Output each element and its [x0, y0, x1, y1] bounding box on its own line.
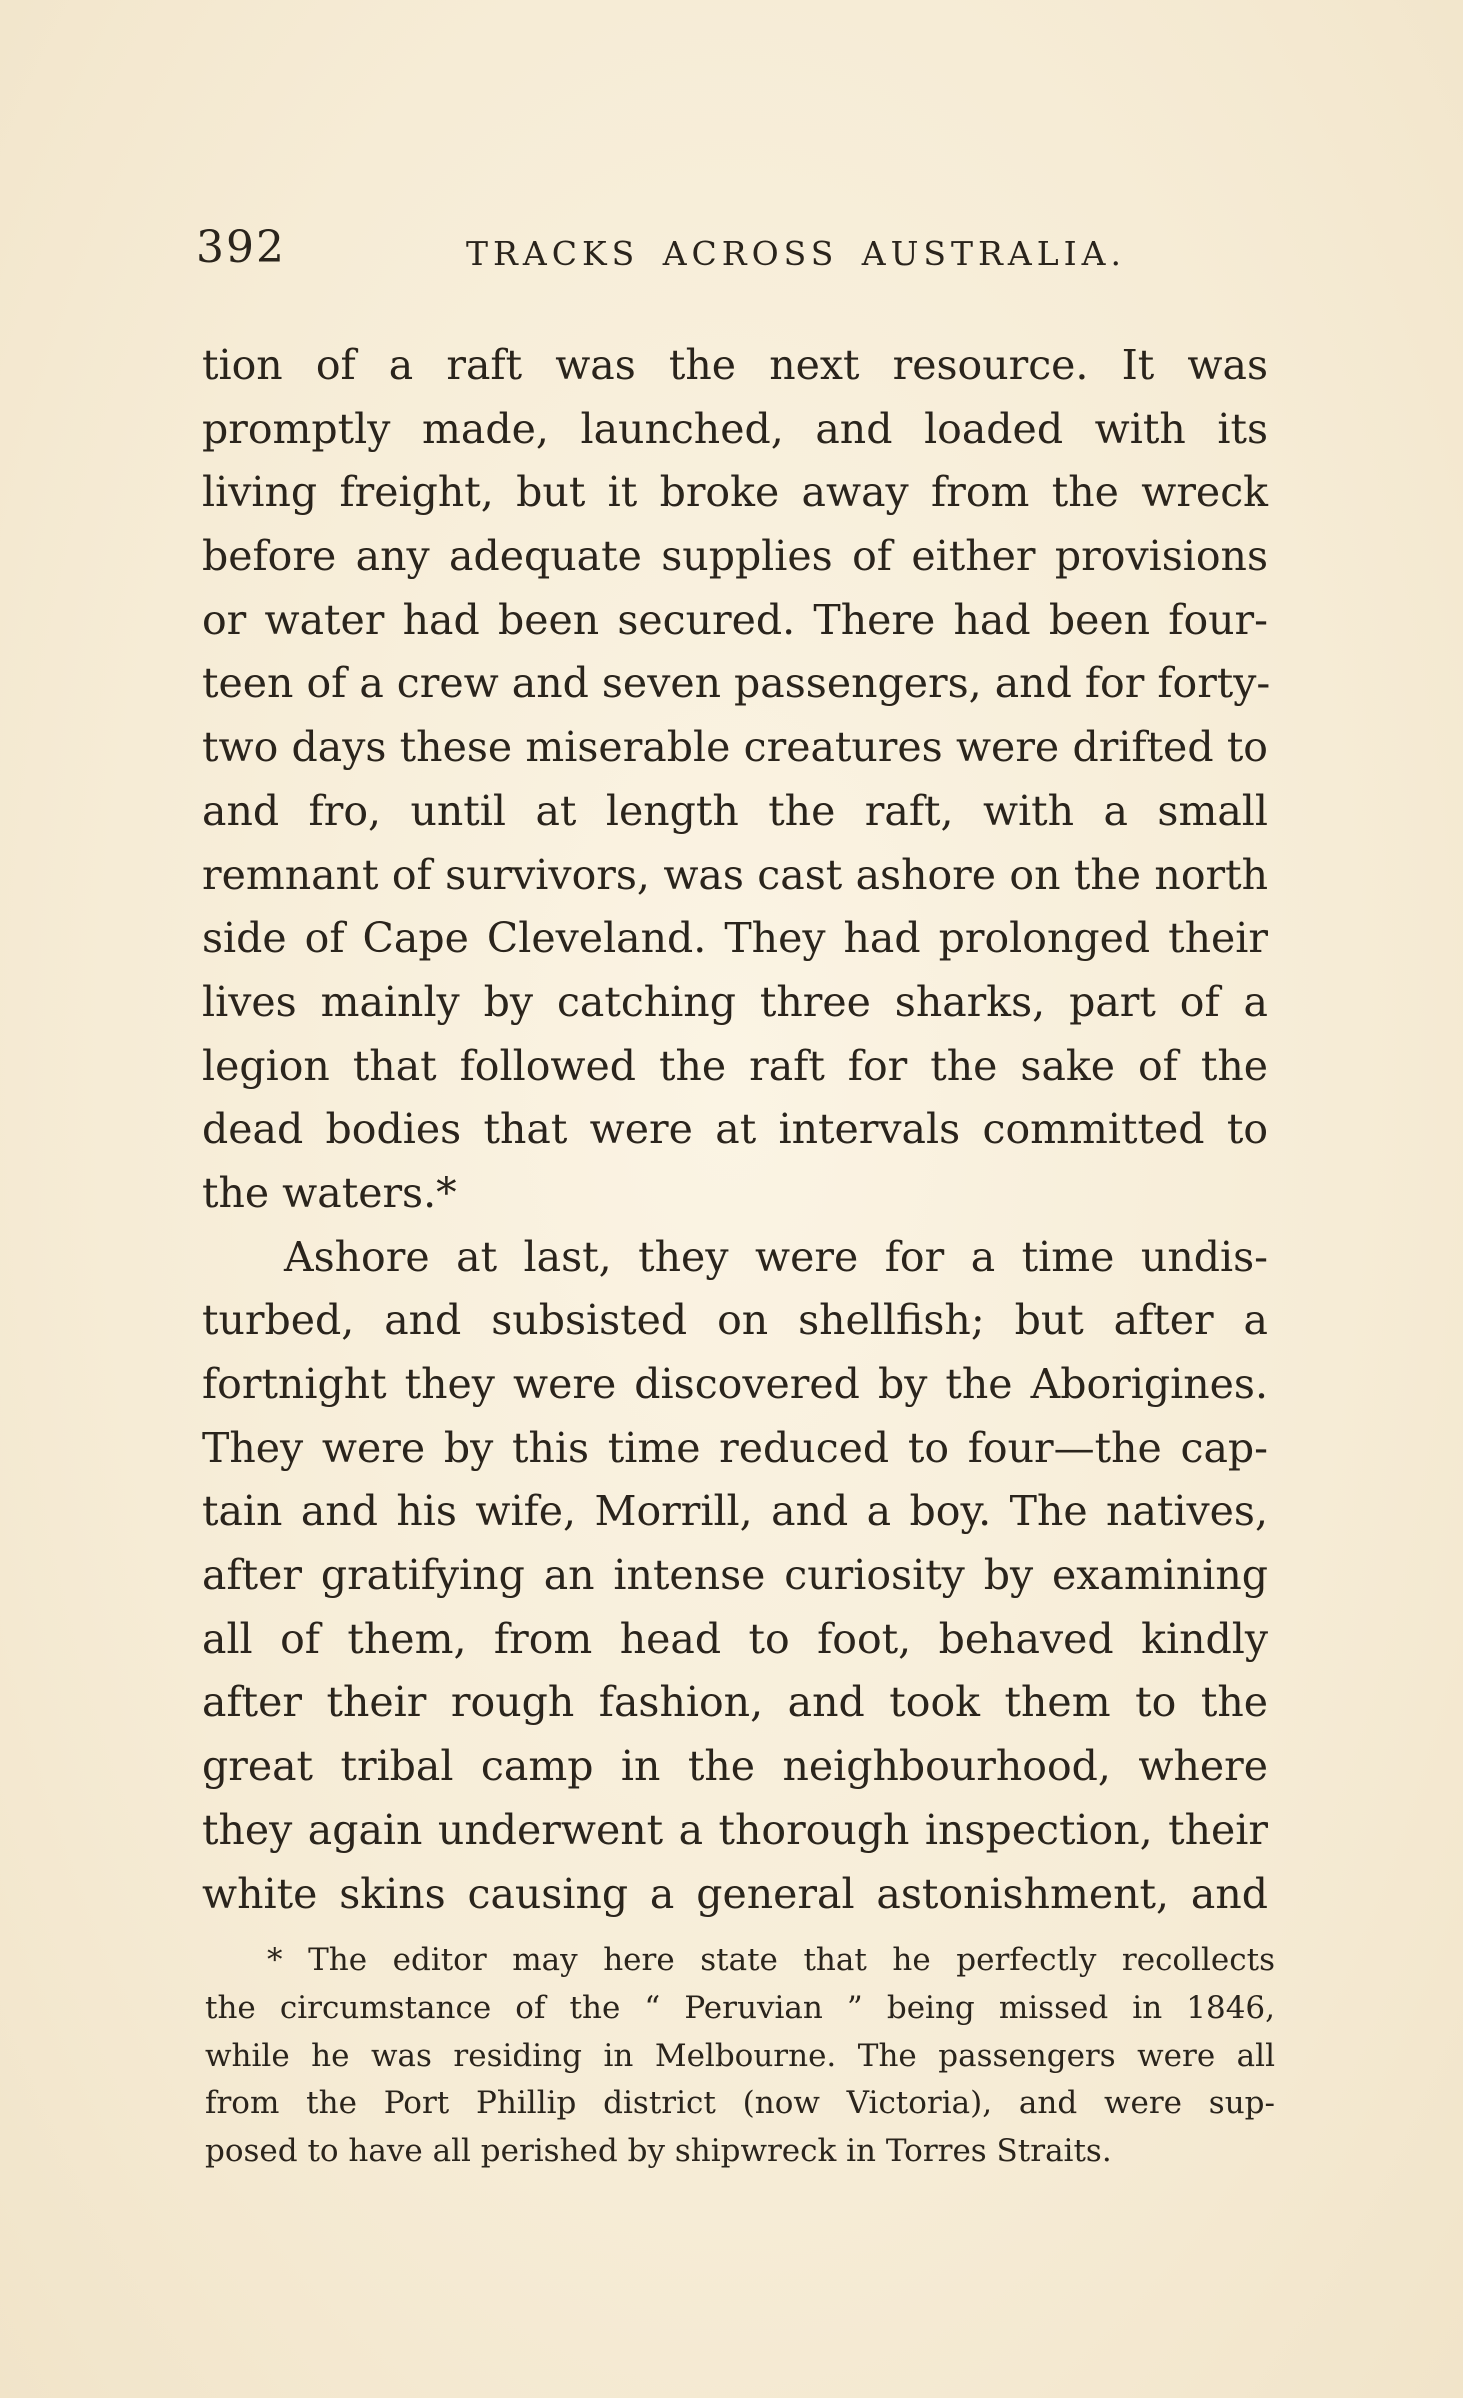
footnote-line: * The editor may here state that he perfectly recollects: [267, 1942, 1275, 1978]
text-line: promptly made, launched, and loaded with its: [202, 404, 1268, 453]
text-line: two days these miserable creatures were drifted to: [202, 723, 1268, 772]
text-line: dead bodies that were at intervals committed to: [202, 1105, 1268, 1154]
footnote: [205, 1937, 1275, 2176]
text-line: or water had been secured. There had been four-: [202, 595, 1268, 644]
text-line: all of them, from head to foot, behaved kindly: [202, 1614, 1268, 1663]
text-line: living freight, but it broke away from the wreck: [202, 468, 1268, 517]
footnote-line: from the Port Phillip district (now Victoria), and were sup-: [205, 2085, 1275, 2122]
text-line: tion of a raft was the next resource. It was: [202, 341, 1268, 389]
text-line: tain and his wife, Morrill, and a boy. The natives,: [202, 1487, 1268, 1536]
text-line: They were by this time reduced to four—the cap-: [202, 1423, 1268, 1472]
text-line: lives mainly by catching three sharks, part of a: [202, 977, 1268, 1026]
page-number: 392: [196, 222, 286, 273]
text-line: and fro, until at length the raft, with a small: [202, 786, 1268, 835]
text-line: the waters.*: [202, 1168, 457, 1217]
text-line: great tribal camp in the neighbourhood, where: [202, 1742, 1268, 1791]
text-line: before any adequate supplies of either provisions: [202, 532, 1268, 581]
text-line: fortnight they were discovered by the Aborigines.: [202, 1360, 1268, 1408]
footnote-line: while he was residing in Melbourne. The passengers were all: [205, 2037, 1275, 2074]
text-line: they again underwent a thorough inspection, their: [202, 1805, 1268, 1854]
footnote-line: the circumstance of the “ Peruvian ” being missed in 1846,: [205, 1989, 1275, 2026]
text-line: legion that followed the raft for the sake of the: [202, 1041, 1268, 1090]
text-line: side of Cape Cleveland. They had prolonged their: [202, 914, 1268, 963]
text-line: teen of a crew and seven passengers, and for forty-: [202, 659, 1271, 708]
text-line: remnant of survivors, was cast ashore on the north: [202, 850, 1268, 899]
paragraph-first-line: Ashore at last, they were for a time undis-: [284, 1232, 1268, 1281]
body-text: [202, 334, 1271, 1926]
running-head: [196, 222, 1276, 282]
running-title: TRACKS ACROSS AUSTRALIA.: [466, 234, 1127, 273]
text-line: white skins causing a general astonishment, and: [202, 1869, 1268, 1918]
text-line: after their rough fashion, and took them to the: [202, 1678, 1268, 1727]
text-line: after gratifying an intense curiosity by examining: [202, 1551, 1268, 1600]
text-line: turbed, and subsisted on shellfish; but after a: [202, 1296, 1268, 1345]
footnote-line: posed to have all perished by shipwreck in Torres Straits.: [205, 2133, 1112, 2170]
